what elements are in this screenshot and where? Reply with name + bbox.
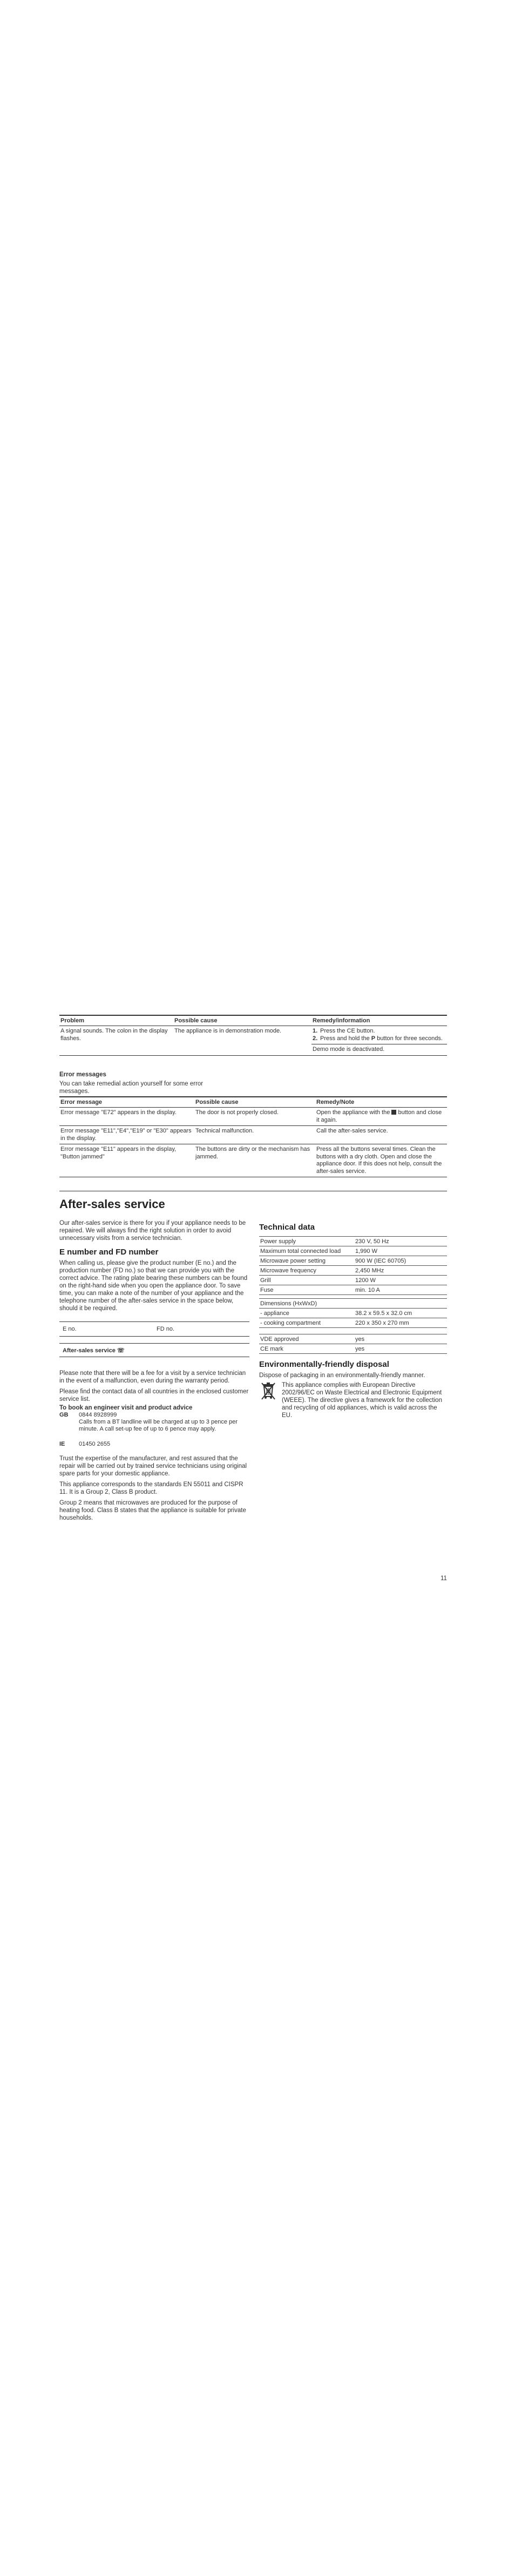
after-sales-intro: Our after-sales service is there for you if your appliance needs to be repaired. We will always find the right solution in order to avoid unnecessary visits from a service technician. — [59, 1220, 246, 1242]
table-row: CE mark yes — [259, 1344, 447, 1354]
technical-table — [259, 1236, 447, 1295]
fd-no-label: FD no. — [157, 1326, 175, 1332]
number-fields — [59, 1321, 249, 1357]
col-cause: Possible cause — [173, 1015, 311, 1026]
call-charges: Calls from a BT landline will be charged at up to 3 pence per minute. A call set-up fee of up to 6 pence may apply. — [79, 1419, 238, 1432]
contact-ie — [59, 1441, 249, 1448]
efd-text: When calling us, please give the product number (E no.) and the production number (FD no.) so that we can provide you with the correct advice. The rating plate bearing these numbers can be found on the right-hand side when you open the appliance door. To save time, you can make a note of the number of your appliance and the telephone number of the after-sales service in the space below, should it be required. — [59, 1260, 248, 1312]
dimensions-label: Dimensions (HxWxD) — [259, 1298, 447, 1309]
weee-text: This appliance complies with European Directive 2002/96/EC on Waste Electrical and Electronic Equipment (WEEE). The directive gives a framework for the collection and recycling of old appliances, which is valid across the EU. — [282, 1382, 442, 1419]
fee-text: Please note that there will be a fee for a visit by a service technician in the event of a malfunction, even during the warranty period. — [59, 1370, 246, 1384]
table-row: Maximum total connected load 1,990 W — [259, 1246, 447, 1256]
technical-title: Technical data — [259, 1223, 315, 1232]
table-row: Error message "E11","E4","E19" or "E30" appears in the display. Technical malfunction. Call the after-sales service. — [59, 1126, 447, 1144]
cause-cell: The appliance is in demonstration mode. — [173, 1026, 311, 1056]
e-no-label: E no. — [63, 1326, 77, 1332]
error-messages-table: Error message Possible cause Remedy/Note Error message "E72" appears in the display. The door is not properly closed. Open the appliance with the button and close it again. Error message "E11","E4","E19" or "E30" appears in the display. Technical malfunction. Call the after-sales service. Error message "E11" appears in the display, "Button jammed" The buttons are dirty or the mechanism has jammed. Press all the buttons several times. Clean the buttons with a dry cloth. Open and close the appliance door. If this does not help, consult the after-sales service. — [59, 1096, 447, 1177]
trust-text: Trust the expertise of the manufacturer, and rest assured that the repair will be carried out by trained service technicians using original spare parts for your domestic appliance. — [59, 1455, 247, 1477]
col-problem: Problem — [59, 1015, 173, 1026]
weee-bin-icon — [260, 1381, 276, 1401]
table-row: Error message "E72" appears in the display. The door is not properly closed. Open the appliance with the button and close it again. — [59, 1108, 447, 1126]
problem-cell: A signal sounds. The colon in the display flashes. — [59, 1026, 173, 1056]
col-remedy: Remedy/information — [311, 1015, 447, 1026]
phone-number: 0844 8928999 — [79, 1412, 117, 1418]
page-number: 11 — [441, 1575, 447, 1582]
phone-number: 01450 2655 — [79, 1441, 111, 1447]
table-row: Microwave frequency 2,450 MHz — [259, 1266, 447, 1276]
contact-list-text: Please find the contact data of all countries in the enclosed customer service list. — [59, 1388, 249, 1402]
efd-title: E number and FD number — [59, 1247, 159, 1257]
environment-intro: Dispose of packaging in an environmentally-friendly manner. — [259, 1372, 425, 1379]
p-key: P — [371, 1035, 376, 1042]
approvals-table — [259, 1334, 447, 1354]
table-row: - cooking compartment 220 x 350 x 270 mm — [259, 1318, 447, 1328]
group-text: Group 2 means that microwaves are produced for the purpose of heating food. Class B states that the appliance is suitable for private households. — [59, 1500, 246, 1521]
table-row: VDE approved yes — [259, 1334, 447, 1344]
demo-mode-table — [59, 1015, 447, 1056]
error-messages-intro: You can take remedial action yourself for some error messages. — [59, 1081, 204, 1095]
contact-gb — [59, 1412, 249, 1433]
dimensions-table — [259, 1298, 447, 1328]
demo-note: Demo mode is deactivated. — [311, 1044, 447, 1056]
service-phone-label: After-sales service ☏ — [63, 1347, 125, 1354]
table-row: Power supply 230 V, 50 Hz — [259, 1236, 447, 1246]
environment-title: Environmentally-friendly disposal — [259, 1360, 389, 1369]
country-code: IE — [59, 1441, 65, 1447]
remedy-steps: 1. Press the CE button. 2. Press and hold the P button for three seconds. — [313, 1028, 443, 1042]
table-row: Grill 1200 W — [259, 1276, 447, 1285]
table-row: Error message "E11" appears in the display, "Button jammed" The buttons are dirty or the mechanism has jammed. Press all the buttons several times. Clean the buttons with a dry cloth. Open and close the appliance door. If this does not help, consult the after-sales service. — [59, 1144, 447, 1177]
standards-text: This appliance corresponds to the standards EN 55011 and CISPR 11. It is a Group 2, Class B product. — [59, 1481, 243, 1495]
book-heading: To book an engineer visit and product advice — [59, 1405, 193, 1411]
error-messages-heading: Error messages — [59, 1071, 106, 1078]
table-row: - appliance 38.2 x 59.5 x 32.0 cm — [259, 1309, 447, 1318]
table-row: Fuse min. 10 A — [259, 1285, 447, 1295]
table-row: Microwave power setting 900 W (IEC 60705) — [259, 1256, 447, 1266]
after-sales-title: After-sales service — [59, 1197, 165, 1211]
country-code: GB — [59, 1412, 69, 1418]
